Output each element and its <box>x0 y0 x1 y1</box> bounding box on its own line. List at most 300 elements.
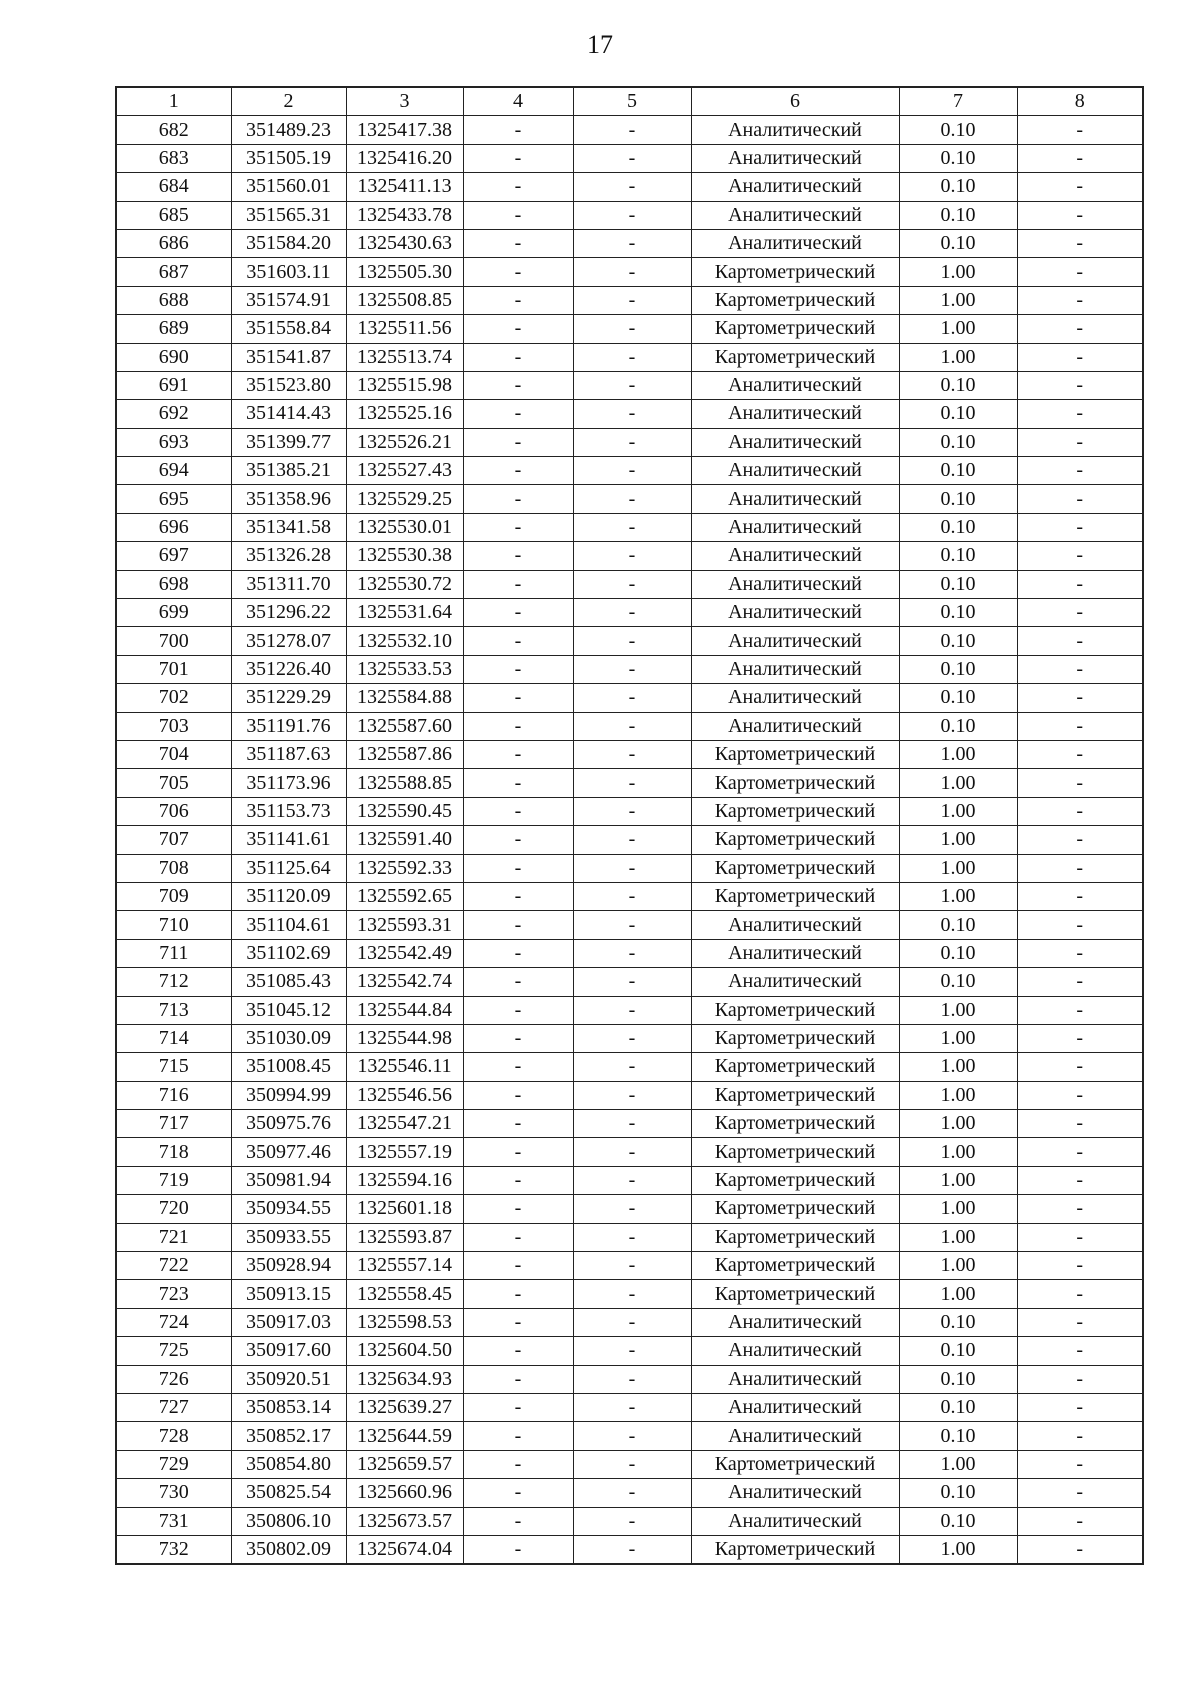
table-cell: - <box>463 655 573 683</box>
table-cell: 0.10 <box>899 1365 1017 1393</box>
table-cell: - <box>1017 1053 1143 1081</box>
table-cell: 1325530.01 <box>346 513 463 541</box>
table-cell: - <box>463 1223 573 1251</box>
table-cell: 351125.64 <box>231 854 346 882</box>
table-cell: - <box>573 1280 691 1308</box>
table-cell: 0.10 <box>899 116 1017 144</box>
table-cell: - <box>1017 400 1143 428</box>
table-cell: 1.00 <box>899 1535 1017 1564</box>
table-cell: 1325430.63 <box>346 229 463 257</box>
table-cell: 0.10 <box>899 939 1017 967</box>
column-header-6: 6 <box>691 87 899 116</box>
table-cell: 721 <box>116 1223 231 1251</box>
table-cell: Аналитический <box>691 1337 899 1365</box>
table-cell: - <box>1017 457 1143 485</box>
table-row <box>116 116 1143 144</box>
table-cell: - <box>463 485 573 513</box>
column-header-1: 1 <box>116 87 231 116</box>
table-cell: 350913.15 <box>231 1280 346 1308</box>
table-cell: 708 <box>116 854 231 882</box>
table-cell: 1.00 <box>899 286 1017 314</box>
table-cell: Аналитический <box>691 371 899 399</box>
table-cell: - <box>573 1365 691 1393</box>
table-cell: - <box>573 1337 691 1365</box>
table-cell: 726 <box>116 1365 231 1393</box>
table-cell: - <box>573 854 691 882</box>
table-cell: - <box>573 1450 691 1478</box>
table-cell: 351104.61 <box>231 911 346 939</box>
table-cell: - <box>573 258 691 286</box>
table-cell: Картометрический <box>691 1166 899 1194</box>
table-row <box>116 144 1143 172</box>
table-cell: - <box>463 371 573 399</box>
table-cell: - <box>573 201 691 229</box>
table-cell: - <box>1017 1223 1143 1251</box>
table-row <box>116 1110 1143 1138</box>
table-cell: 0.10 <box>899 485 1017 513</box>
table-row <box>116 315 1143 343</box>
table-cell: - <box>1017 684 1143 712</box>
table-cell: 1325587.86 <box>346 740 463 768</box>
table-row <box>116 371 1143 399</box>
table-cell: - <box>573 513 691 541</box>
table-cell: Аналитический <box>691 939 899 967</box>
table-cell: - <box>1017 968 1143 996</box>
table-cell: 1.00 <box>899 1280 1017 1308</box>
table-cell: 684 <box>116 173 231 201</box>
table-cell: 1325542.74 <box>346 968 463 996</box>
table-row <box>116 570 1143 598</box>
table-cell: 1.00 <box>899 1450 1017 1478</box>
table-cell: - <box>573 1507 691 1535</box>
table-cell: 1.00 <box>899 1138 1017 1166</box>
table-cell: 351560.01 <box>231 173 346 201</box>
table-cell: 724 <box>116 1308 231 1336</box>
table-cell: 351399.77 <box>231 428 346 456</box>
table-cell: - <box>1017 1110 1143 1138</box>
table-cell: 1325673.57 <box>346 1507 463 1535</box>
table-cell: - <box>463 1422 573 1450</box>
table-cell: Картометрический <box>691 740 899 768</box>
table-cell: 1.00 <box>899 1195 1017 1223</box>
table-cell: 0.10 <box>899 627 1017 655</box>
table-cell: 351341.58 <box>231 513 346 541</box>
table-row <box>116 1337 1143 1365</box>
table-cell: Картометрический <box>691 996 899 1024</box>
table-cell: 1325634.93 <box>346 1365 463 1393</box>
table-cell: - <box>573 1110 691 1138</box>
table-cell: 1325591.40 <box>346 826 463 854</box>
table-cell: - <box>1017 371 1143 399</box>
table-cell: 707 <box>116 826 231 854</box>
table-cell: Аналитический <box>691 457 899 485</box>
table-cell: - <box>573 968 691 996</box>
table-cell: - <box>1017 1365 1143 1393</box>
table-cell: 1325588.85 <box>346 769 463 797</box>
table-cell: - <box>1017 258 1143 286</box>
table-cell: 1.00 <box>899 996 1017 1024</box>
table-cell: Аналитический <box>691 173 899 201</box>
table-cell: 0.10 <box>899 684 1017 712</box>
table-cell: - <box>1017 1195 1143 1223</box>
table-cell: 351226.40 <box>231 655 346 683</box>
table-cell: 351229.29 <box>231 684 346 712</box>
table-row <box>116 1450 1143 1478</box>
table-cell: Картометрический <box>691 797 899 825</box>
table-cell: 1325558.45 <box>346 1280 463 1308</box>
table-cell: - <box>463 1507 573 1535</box>
table-cell: - <box>463 684 573 712</box>
table-cell: 693 <box>116 428 231 456</box>
table-cell: 350825.54 <box>231 1479 346 1507</box>
table-cell: Картометрический <box>691 1053 899 1081</box>
table-cell: Картометрический <box>691 1138 899 1166</box>
table-cell: Картометрический <box>691 286 899 314</box>
table-cell: - <box>1017 1535 1143 1564</box>
table-cell: - <box>573 684 691 712</box>
table-cell: 729 <box>116 1450 231 1478</box>
table-cell: 1325584.88 <box>346 684 463 712</box>
table-cell: - <box>573 826 691 854</box>
table-cell: 351523.80 <box>231 371 346 399</box>
table-cell: 709 <box>116 882 231 910</box>
table-cell: Картометрический <box>691 854 899 882</box>
table-cell: 0.10 <box>899 542 1017 570</box>
table-cell: - <box>573 1252 691 1280</box>
table-cell: - <box>573 1308 691 1336</box>
table-cell: Аналитический <box>691 428 899 456</box>
table-cell: Аналитический <box>691 485 899 513</box>
table-cell: 1325544.98 <box>346 1024 463 1052</box>
table-cell: 1325433.78 <box>346 201 463 229</box>
coordinates-table <box>115 86 1144 1565</box>
table-cell: - <box>1017 116 1143 144</box>
table-cell: 1325546.56 <box>346 1081 463 1109</box>
table-cell: - <box>1017 485 1143 513</box>
table-cell: - <box>1017 882 1143 910</box>
table-cell: Картометрический <box>691 1280 899 1308</box>
table-cell: 710 <box>116 911 231 939</box>
table-cell: - <box>463 570 573 598</box>
table-cell: 350806.10 <box>231 1507 346 1535</box>
table-cell: 713 <box>116 996 231 1024</box>
table-cell: 1325513.74 <box>346 343 463 371</box>
table-cell: 1325416.20 <box>346 144 463 172</box>
table-cell: - <box>463 854 573 882</box>
table-cell: 714 <box>116 1024 231 1052</box>
table-row <box>116 740 1143 768</box>
table-cell: 350917.03 <box>231 1308 346 1336</box>
table-row <box>116 457 1143 485</box>
table-cell: - <box>1017 1280 1143 1308</box>
table-cell: - <box>573 769 691 797</box>
table-cell: 1.00 <box>899 1081 1017 1109</box>
table-cell: Аналитический <box>691 513 899 541</box>
table-cell: Аналитический <box>691 400 899 428</box>
table-cell: - <box>463 1337 573 1365</box>
table-cell: 0.10 <box>899 655 1017 683</box>
table-cell: Картометрический <box>691 1081 899 1109</box>
table-cell: - <box>1017 769 1143 797</box>
table-cell: 697 <box>116 542 231 570</box>
table-cell: 1325593.31 <box>346 911 463 939</box>
table-cell: 351102.69 <box>231 939 346 967</box>
table-row <box>116 428 1143 456</box>
table-cell: 1325592.33 <box>346 854 463 882</box>
table-cell: 351603.11 <box>231 258 346 286</box>
table-row <box>116 627 1143 655</box>
table-cell: 1325547.21 <box>346 1110 463 1138</box>
table-cell: 692 <box>116 400 231 428</box>
table-cell: Картометрический <box>691 1223 899 1251</box>
table-row <box>116 854 1143 882</box>
table-cell: - <box>1017 229 1143 257</box>
table-cell: 723 <box>116 1280 231 1308</box>
table-cell: 1325644.59 <box>346 1422 463 1450</box>
table-cell: 712 <box>116 968 231 996</box>
table-cell: 351120.09 <box>231 882 346 910</box>
table-row <box>116 1195 1143 1223</box>
table-cell: 0.10 <box>899 144 1017 172</box>
table-cell: 683 <box>116 144 231 172</box>
table-cell: - <box>463 996 573 1024</box>
table-cell: 351278.07 <box>231 627 346 655</box>
table-cell: - <box>1017 712 1143 740</box>
table-cell: Картометрический <box>691 258 899 286</box>
table-cell: 0.10 <box>899 173 1017 201</box>
table-cell: 1325530.38 <box>346 542 463 570</box>
table-cell: 1325526.21 <box>346 428 463 456</box>
table-cell: 0.10 <box>899 570 1017 598</box>
table-cell: Аналитический <box>691 570 899 598</box>
table-cell: - <box>1017 428 1143 456</box>
table-cell: 1325531.64 <box>346 599 463 627</box>
table-row <box>116 286 1143 314</box>
table-cell: 0.10 <box>899 599 1017 627</box>
table-cell: 350853.14 <box>231 1393 346 1421</box>
table-cell: 0.10 <box>899 911 1017 939</box>
table-cell: - <box>1017 1138 1143 1166</box>
table-cell: - <box>573 996 691 1024</box>
table-cell: - <box>1017 655 1143 683</box>
table-row <box>116 343 1143 371</box>
table-cell: 700 <box>116 627 231 655</box>
table-body <box>116 116 1143 1564</box>
table-cell: - <box>573 1422 691 1450</box>
table-cell: 1.00 <box>899 343 1017 371</box>
table-cell: 711 <box>116 939 231 967</box>
table-row <box>116 1393 1143 1421</box>
table-cell: 1325659.57 <box>346 1450 463 1478</box>
table-cell: 0.10 <box>899 1422 1017 1450</box>
table-cell: 1.00 <box>899 1223 1017 1251</box>
table-cell: 1.00 <box>899 854 1017 882</box>
table-cell: 1325592.65 <box>346 882 463 910</box>
table-cell: - <box>1017 1252 1143 1280</box>
column-header-4: 4 <box>463 87 573 116</box>
table-row <box>116 1365 1143 1393</box>
table-cell: - <box>573 542 691 570</box>
table-cell: - <box>463 1280 573 1308</box>
table-cell: 350854.80 <box>231 1450 346 1478</box>
table-cell: - <box>463 1195 573 1223</box>
table-cell: - <box>573 570 691 598</box>
table-cell: 1325505.30 <box>346 258 463 286</box>
table-row <box>116 939 1143 967</box>
table-cell: - <box>573 1024 691 1052</box>
table-cell: 351558.84 <box>231 315 346 343</box>
table-cell: Картометрический <box>691 343 899 371</box>
table-cell: - <box>463 400 573 428</box>
table-cell: - <box>1017 939 1143 967</box>
table-cell: - <box>1017 570 1143 598</box>
table-cell: - <box>463 939 573 967</box>
table-cell: - <box>1017 542 1143 570</box>
table-row <box>116 712 1143 740</box>
table-cell: - <box>1017 144 1143 172</box>
table-cell: - <box>463 1365 573 1393</box>
table-cell: - <box>573 371 691 399</box>
table-cell: - <box>1017 1081 1143 1109</box>
table-cell: 1325527.43 <box>346 457 463 485</box>
table-cell: 1325598.53 <box>346 1308 463 1336</box>
table-cell: - <box>573 655 691 683</box>
table-row <box>116 1223 1143 1251</box>
table-cell: - <box>463 513 573 541</box>
table-cell: Картометрический <box>691 315 899 343</box>
table-row <box>116 542 1143 570</box>
table-cell: 1325411.13 <box>346 173 463 201</box>
column-header-3: 3 <box>346 87 463 116</box>
table-cell: 351505.19 <box>231 144 346 172</box>
table-cell: - <box>463 116 573 144</box>
table-cell: 351191.76 <box>231 712 346 740</box>
table-cell: - <box>1017 797 1143 825</box>
table-cell: 351187.63 <box>231 740 346 768</box>
table-cell: 0.10 <box>899 457 1017 485</box>
table-row <box>116 258 1143 286</box>
table-row <box>116 996 1143 1024</box>
table-cell: - <box>463 1166 573 1194</box>
table-cell: - <box>1017 1024 1143 1052</box>
table-cell: - <box>573 911 691 939</box>
table-cell: 686 <box>116 229 231 257</box>
table-cell: - <box>573 315 691 343</box>
table-cell: 698 <box>116 570 231 598</box>
table-cell: 0.10 <box>899 201 1017 229</box>
table-cell: - <box>1017 1308 1143 1336</box>
table-row <box>116 173 1143 201</box>
table-cell: 701 <box>116 655 231 683</box>
table-row <box>116 769 1143 797</box>
table-cell: - <box>463 599 573 627</box>
table-cell: 351385.21 <box>231 457 346 485</box>
table-cell: - <box>573 1053 691 1081</box>
table-cell: - <box>1017 1479 1143 1507</box>
table-cell: 725 <box>116 1337 231 1365</box>
table-cell: - <box>1017 826 1143 854</box>
table-cell: 689 <box>116 315 231 343</box>
table-cell: 1325590.45 <box>346 797 463 825</box>
table-cell: Картометрический <box>691 1535 899 1564</box>
table-cell: - <box>463 1252 573 1280</box>
table-row <box>116 797 1143 825</box>
table-cell: 1325604.50 <box>346 1337 463 1365</box>
table-cell: 0.10 <box>899 968 1017 996</box>
table-cell: - <box>463 542 573 570</box>
table-cell: - <box>463 769 573 797</box>
table-cell: Аналитический <box>691 201 899 229</box>
table-cell: 351141.61 <box>231 826 346 854</box>
table-cell: - <box>573 1393 691 1421</box>
table-row <box>116 1280 1143 1308</box>
table-cell: Аналитический <box>691 1308 899 1336</box>
table-cell: 704 <box>116 740 231 768</box>
table-cell: Аналитический <box>691 1365 899 1393</box>
table-cell: 1.00 <box>899 258 1017 286</box>
table-cell: 0.10 <box>899 229 1017 257</box>
table-cell: 0.10 <box>899 1393 1017 1421</box>
table-cell: Аналитический <box>691 144 899 172</box>
table-cell: - <box>573 457 691 485</box>
table-cell: 1325660.96 <box>346 1479 463 1507</box>
table-cell: - <box>463 201 573 229</box>
table-row <box>116 599 1143 627</box>
table-cell: - <box>573 1138 691 1166</box>
table-cell: 1325546.11 <box>346 1053 463 1081</box>
table-row <box>116 655 1143 683</box>
table-cell: 703 <box>116 712 231 740</box>
table-cell: - <box>463 1479 573 1507</box>
table-cell: - <box>463 1024 573 1052</box>
table-cell: - <box>573 939 691 967</box>
table-cell: 730 <box>116 1479 231 1507</box>
table-cell: 351173.96 <box>231 769 346 797</box>
table-cell: Аналитический <box>691 627 899 655</box>
table-cell: 705 <box>116 769 231 797</box>
table-cell: 720 <box>116 1195 231 1223</box>
table-cell: - <box>463 797 573 825</box>
table-cell: Картометрический <box>691 769 899 797</box>
table-cell: 699 <box>116 599 231 627</box>
table-cell: 1325674.04 <box>346 1535 463 1564</box>
column-header-5: 5 <box>573 87 691 116</box>
table-cell: - <box>463 1450 573 1478</box>
table-cell: 0.10 <box>899 1479 1017 1507</box>
table-cell: - <box>573 343 691 371</box>
table-cell: - <box>463 1053 573 1081</box>
table-cell: 350928.94 <box>231 1252 346 1280</box>
table-cell: 1.00 <box>899 1053 1017 1081</box>
table-cell: - <box>463 286 573 314</box>
table-cell: - <box>573 229 691 257</box>
table-cell: - <box>573 144 691 172</box>
table-cell: Аналитический <box>691 229 899 257</box>
table-cell: - <box>573 1081 691 1109</box>
table-cell: 1325508.85 <box>346 286 463 314</box>
table-row <box>116 1479 1143 1507</box>
table-cell: 351489.23 <box>231 116 346 144</box>
table-cell: - <box>573 1479 691 1507</box>
table-cell: 350920.51 <box>231 1365 346 1393</box>
table-cell: - <box>1017 286 1143 314</box>
table-row <box>116 1308 1143 1336</box>
table-cell: 722 <box>116 1252 231 1280</box>
table-cell: 351541.87 <box>231 343 346 371</box>
table-cell: 350934.55 <box>231 1195 346 1223</box>
table-cell: Аналитический <box>691 911 899 939</box>
table-cell: 1.00 <box>899 1166 1017 1194</box>
